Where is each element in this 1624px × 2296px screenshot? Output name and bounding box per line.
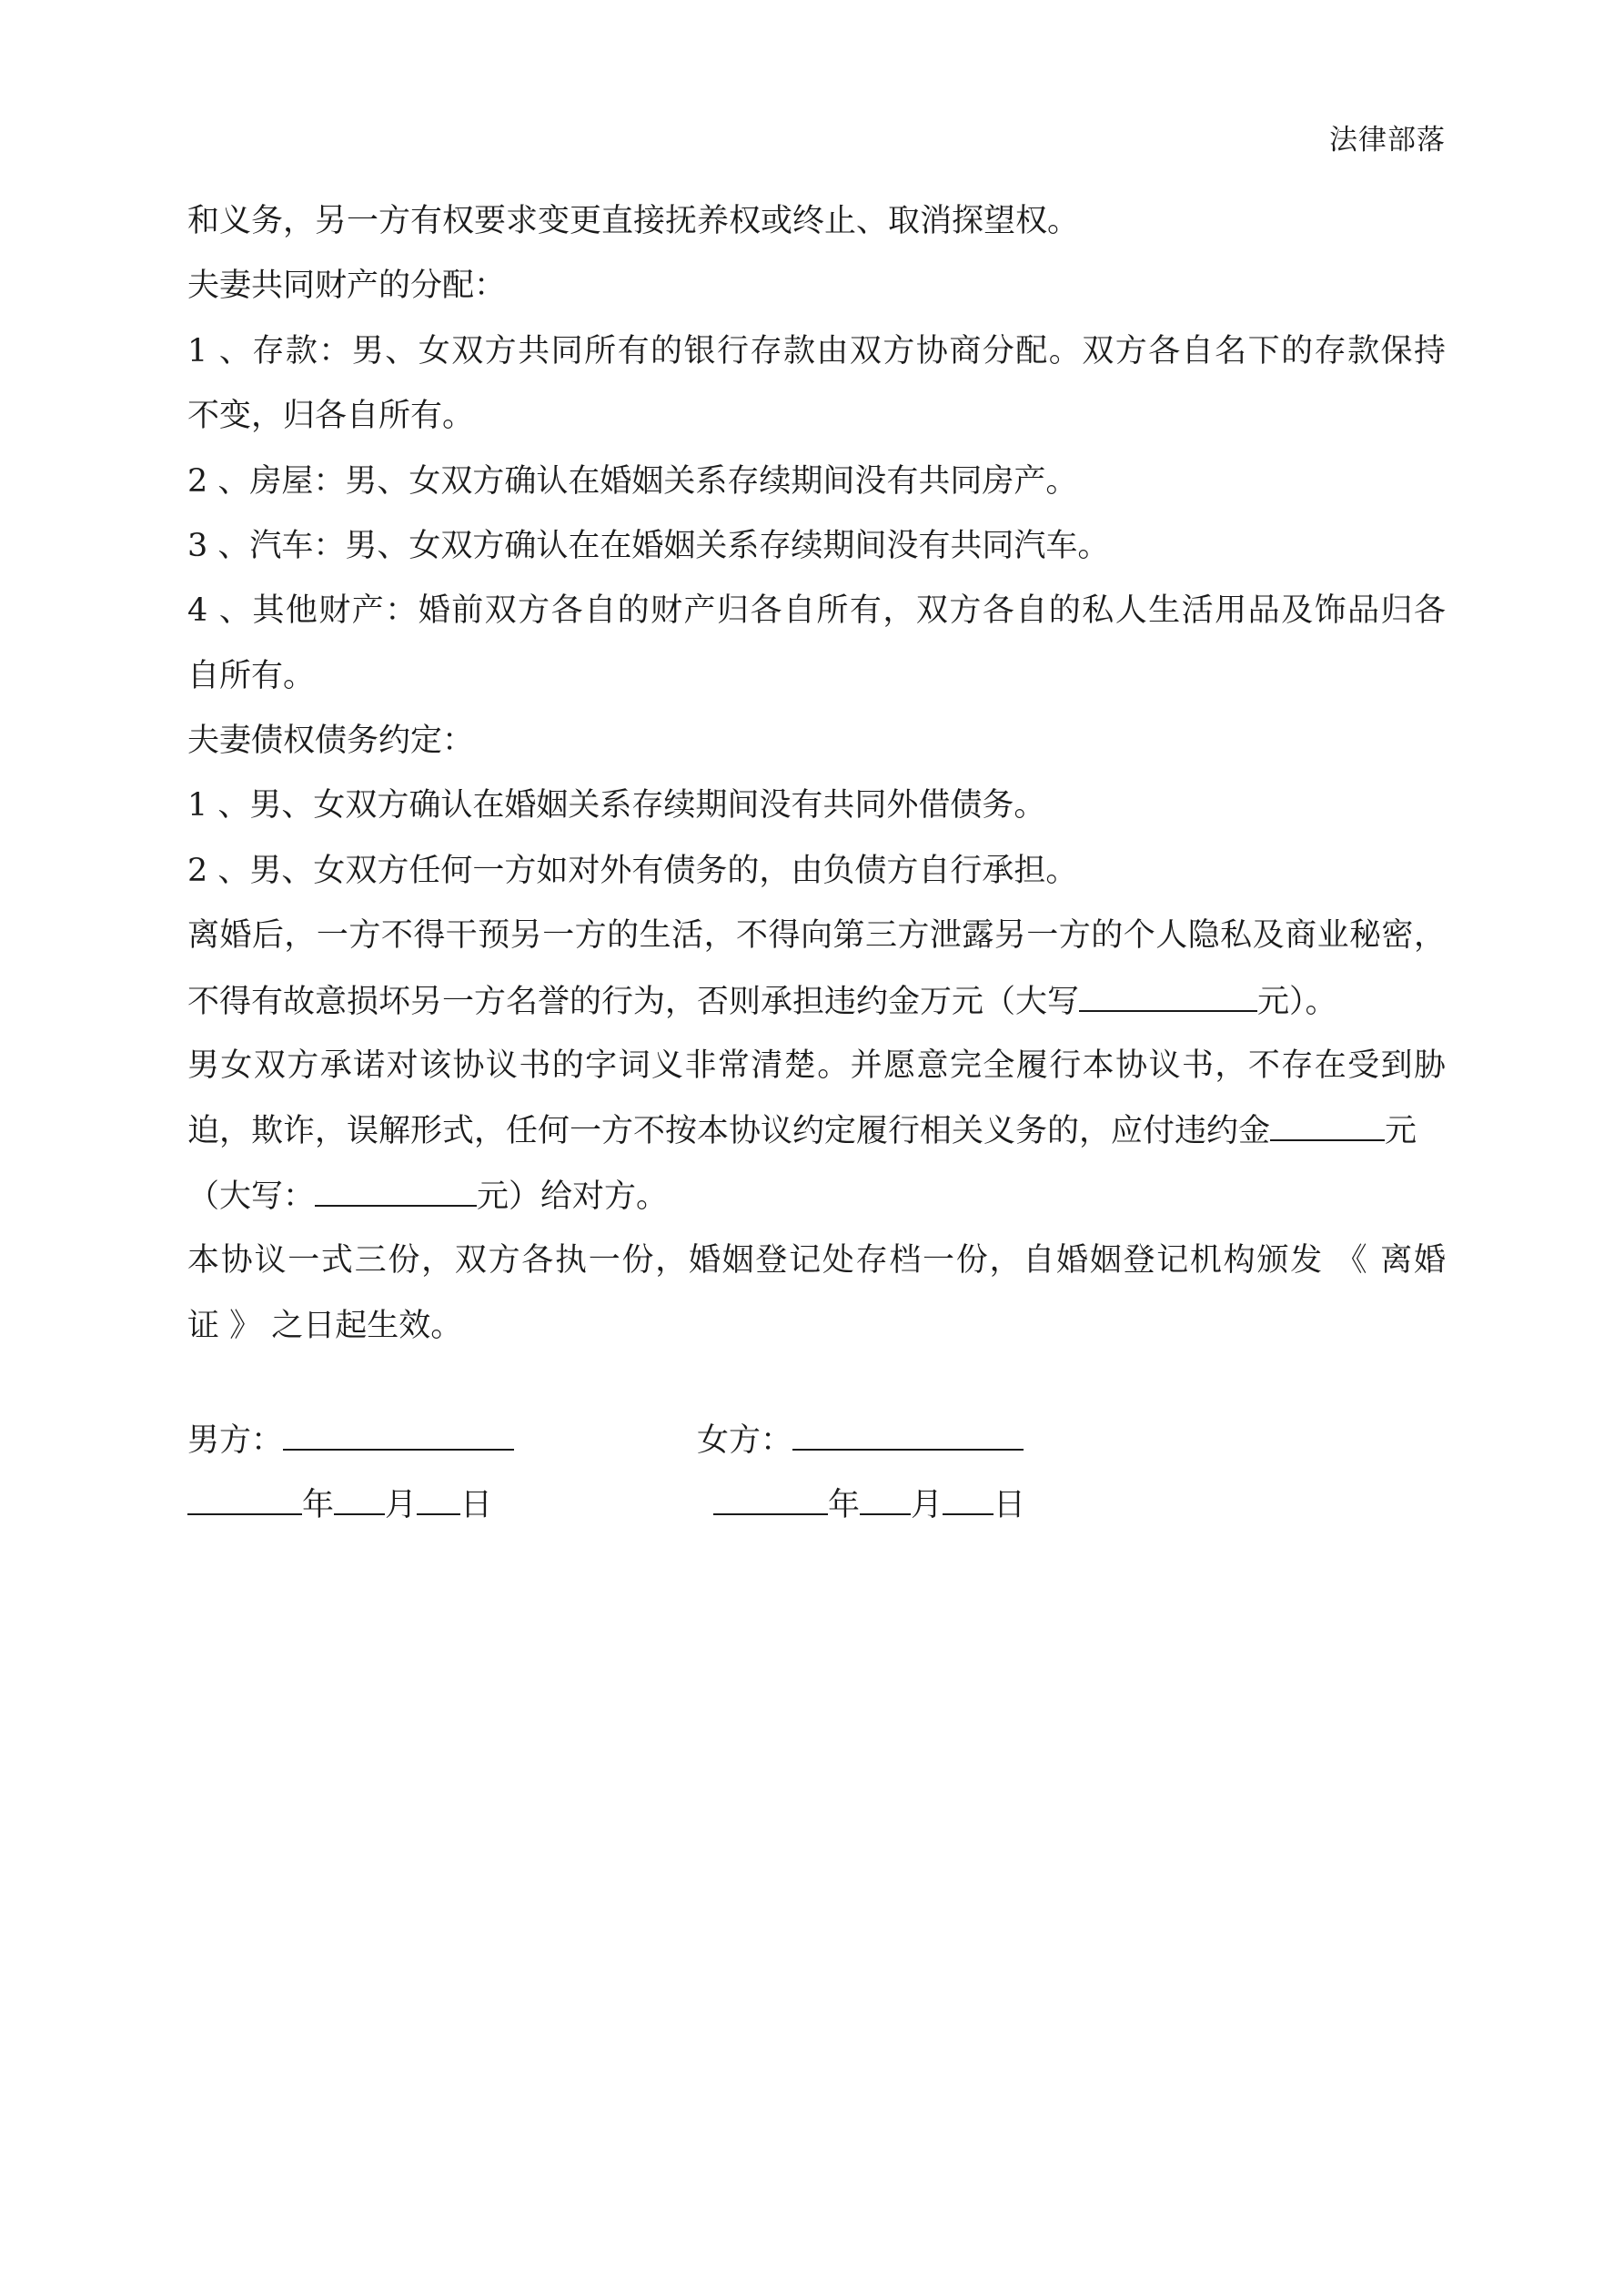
paragraph-penalty (187, 983, 1337, 1020)
male-signature (187, 1421, 514, 1459)
male-date (187, 1486, 492, 1523)
paragraph-privacy: 离婚后，一方不得干预另一方的生活，不得向第三方泄露另一方的个人隐私及商业秘密， (187, 917, 1446, 954)
female-date (713, 1486, 1025, 1523)
property-item-deposits: 1 、存款：男、女双方共同所有的银行存款由双方协商分配。双方各自名下的存款保持 (187, 333, 1446, 369)
month-blank (860, 1486, 911, 1515)
paragraph-commitment-3 (187, 1178, 668, 1215)
year-label: 年 (828, 1487, 861, 1523)
paragraph-line: 自所有。 (187, 658, 316, 694)
penalty-text: 不得有故意损坏另一方名誉的行为，否则承担违约金万元（大写 (187, 984, 1080, 1020)
paragraph-copies: 本协议一式三份，双方各执一份，婚姻登记处存档一份，自婚姻登记机构颁发 《 离婚 (187, 1242, 1446, 1279)
commitment-text: 迫，欺诈，误解形式，任何一方不按本协议约定履行相关义务的，应付违约金 (187, 1113, 1271, 1149)
year-label: 年 (302, 1487, 335, 1523)
amount-blank (1270, 1112, 1385, 1141)
female-signature (697, 1421, 1024, 1459)
paragraph-effective: 证 》 之日起生效。 (187, 1308, 463, 1344)
penalty-text-end: 元）。 (1257, 984, 1337, 1020)
section-heading-debts: 夫妻债权债务约定： (187, 723, 475, 759)
paragraph-commitment: 男女双方承诺对该协议书的字词义非常清楚。并愿意完全履行本协议书，不存在受到胁 (187, 1047, 1446, 1084)
day-label: 日 (994, 1487, 1026, 1523)
day-label: 日 (460, 1487, 493, 1523)
commitment-unit: 元 (1385, 1113, 1417, 1149)
month-label: 月 (385, 1487, 418, 1523)
section-heading-property: 夫妻共同财产的分配： (187, 268, 507, 304)
day-blank (943, 1486, 994, 1515)
debt-item-2: 2 、男、女双方任何一方如对外有债务的，由负债方自行承担。 (187, 853, 1078, 889)
month-label: 月 (911, 1487, 943, 1523)
female-signature-blank (792, 1421, 1024, 1451)
male-signature-blank (283, 1421, 514, 1451)
property-item-house: 2 、房屋：男、女双方确认在婚姻关系存续期间没有共同房产。 (187, 463, 1078, 500)
property-item-other: 4 、其他财产：婚前双方各自的财产归各自所有，双方各自的私人生活用品及饰品归各 (187, 592, 1446, 629)
header-brand: 法律部落 (1329, 124, 1446, 157)
property-item-car: 3 、汽车：男、女双方确认在在婚姻关系存续期间没有共同汽车。 (187, 528, 1110, 564)
uppercase-label: （大写： (187, 1178, 316, 1215)
amount-blank (1079, 983, 1257, 1012)
male-label: 男方： (187, 1422, 284, 1459)
year-blank (713, 1486, 828, 1515)
day-blank (417, 1486, 460, 1515)
female-label: 女方： (697, 1422, 793, 1459)
month-blank (334, 1486, 385, 1515)
year-blank (187, 1486, 302, 1515)
amount-blank (315, 1178, 477, 1207)
debt-item-1: 1 、男、女双方确认在婚姻关系存续期间没有共同外借债务。 (187, 787, 1046, 824)
commitment-end: 元）给对方。 (477, 1178, 669, 1215)
paragraph-line: 和义务，另一方有权要求变更直接抚养权或终止、取消探望权。 (187, 203, 1080, 239)
paragraph-commitment-2 (187, 1112, 1417, 1149)
paragraph-line: 不变，归各自所有。 (187, 398, 475, 434)
